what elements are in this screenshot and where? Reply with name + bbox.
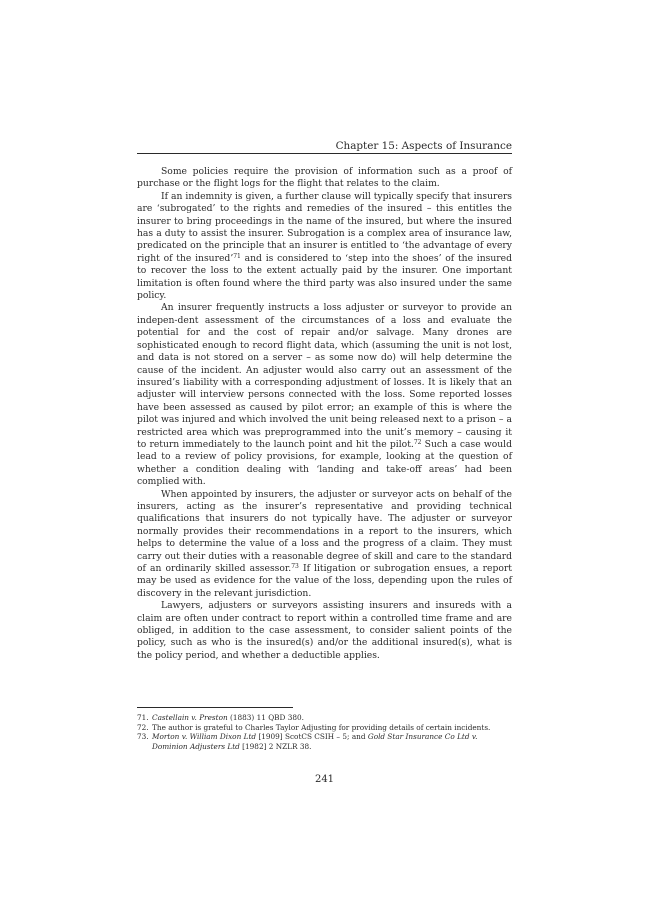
case-name: Morton v. William Dixon Ltd [152, 732, 257, 742]
paragraph-text: When appointed by insurers, the adjuster or surveyor acts on behalf of the insurers, acting as the insurer’s representative and providing technical qualifications that insurers do not typically have. The adjuster or surveyor normally provides their recommendations in a report to the insurers, which helps to determine the value of a loss and the progress of a claim. They must carry out their duties with a reasonable degree of skill and care to the standard of an ordinarily skilled assessor. [137, 488, 512, 574]
footnote-text: The author is grateful to Charles Taylor Adjusting for providing details of certain incidents. [152, 722, 491, 732]
paragraph: Some policies require the provision of information such as a proof of purchase or the flight logs for the flight that relates to the claim. [137, 166, 512, 190]
footnote-number: 71. [137, 713, 149, 722]
footnote-71 [137, 713, 512, 723]
paragraph-text: An insurer frequently instructs a loss adjuster or surveyor to provide an indepen-dent assessment of the circumstances of a loss and evaluate the potential for and the cost of repair and/or salvage. Many drones are sophisticated enough to record flight data, which (assuming the unit is not lost, and data is not stored on a server – as some now do) will help determine the cause of the incident. An adjuster would also carry out an assessment of the insured’s liability with a corresponding adjustment of losses. It is likely that an adjuster will interview persons connected with the loss. Some reported losses have been assessed as caused by pilot error; an example of this is where the pilot was injured and which involved the unit being released next to a prison – a restricted area which was preprogrammed into the unit’s memory – causing it to return immediately to the launch point and hit the pilot. [137, 302, 512, 450]
footnote-text [152, 713, 512, 723]
footnote-number: 73. [137, 732, 149, 742]
footnotes [137, 713, 512, 751]
case-name: Castellain v. Preston [152, 713, 228, 722]
footnote-number: 72. [137, 722, 149, 732]
paragraph-text: and is considered to ‘step into the shoes’ of the insured to recover the loss to the extent actually paid by the insurer. One important limitation is often found where the third party was also insured under the same policy. [137, 252, 512, 302]
footnote-ref-71[interactable]: 71 [233, 252, 241, 260]
footnote-text [152, 732, 512, 751]
paragraph-text: If an indemnity is given, a further clause will typically specify that insurers are ‘subrogated’ to the rights and remedies of the insured – this entitles the insurer to bring proceedings in the name of the insured, but where the insured has a duty to assist the insurer. Subrogation is a complex area of insurance law, predicated on the principle that an insurer is entitled to ‘the advantage of every right of the insured’ [137, 190, 512, 264]
paragraph-text: Such a case would lead to a review of policy provisions, for example, looking at the question of whether a condition dealing with ‘landing and take-off areas’ had been complied with. [137, 438, 512, 488]
citation: (1883) 11 QBD 380. [227, 713, 304, 722]
footnote-ref-73[interactable]: 73 [291, 563, 299, 570]
citation: [1982] 2 NZLR 38. [239, 741, 312, 751]
header-rule [137, 153, 512, 154]
footnote-rule [137, 707, 293, 708]
case-name: Gold Star Insurance Co Ltd v. Dominion Adjusters Ltd [152, 732, 478, 751]
paragraph [137, 191, 512, 303]
body-text [137, 166, 512, 662]
paragraph [137, 302, 512, 488]
running-header: Chapter 15: Aspects of Insurance [335, 140, 512, 152]
footnote-73 [137, 732, 512, 751]
footnote-ref-72[interactable]: 72 [413, 438, 422, 446]
paragraph-text: If litigation or subrogation ensues, a report may be used as evidence for the value of the loss, depending upon the rules of discovery in the relevant jurisdiction. [137, 563, 512, 599]
citation: [1909] ScotCS CSIH – 5; and [256, 732, 368, 742]
paragraph: Lawyers, adjusters or surveyors assisting insurers and insureds with a claim are often under contract to report within a controlled time frame and are obliged, in addition to the case assessment, to consider salient points of the policy, such as who is the insured(s) and/or the additional insured(s), what is the policy period, and whether a deductible applies. [137, 600, 512, 661]
page-number: 241 [314, 774, 335, 785]
footnote-72 [137, 723, 512, 733]
paragraph [137, 489, 512, 601]
